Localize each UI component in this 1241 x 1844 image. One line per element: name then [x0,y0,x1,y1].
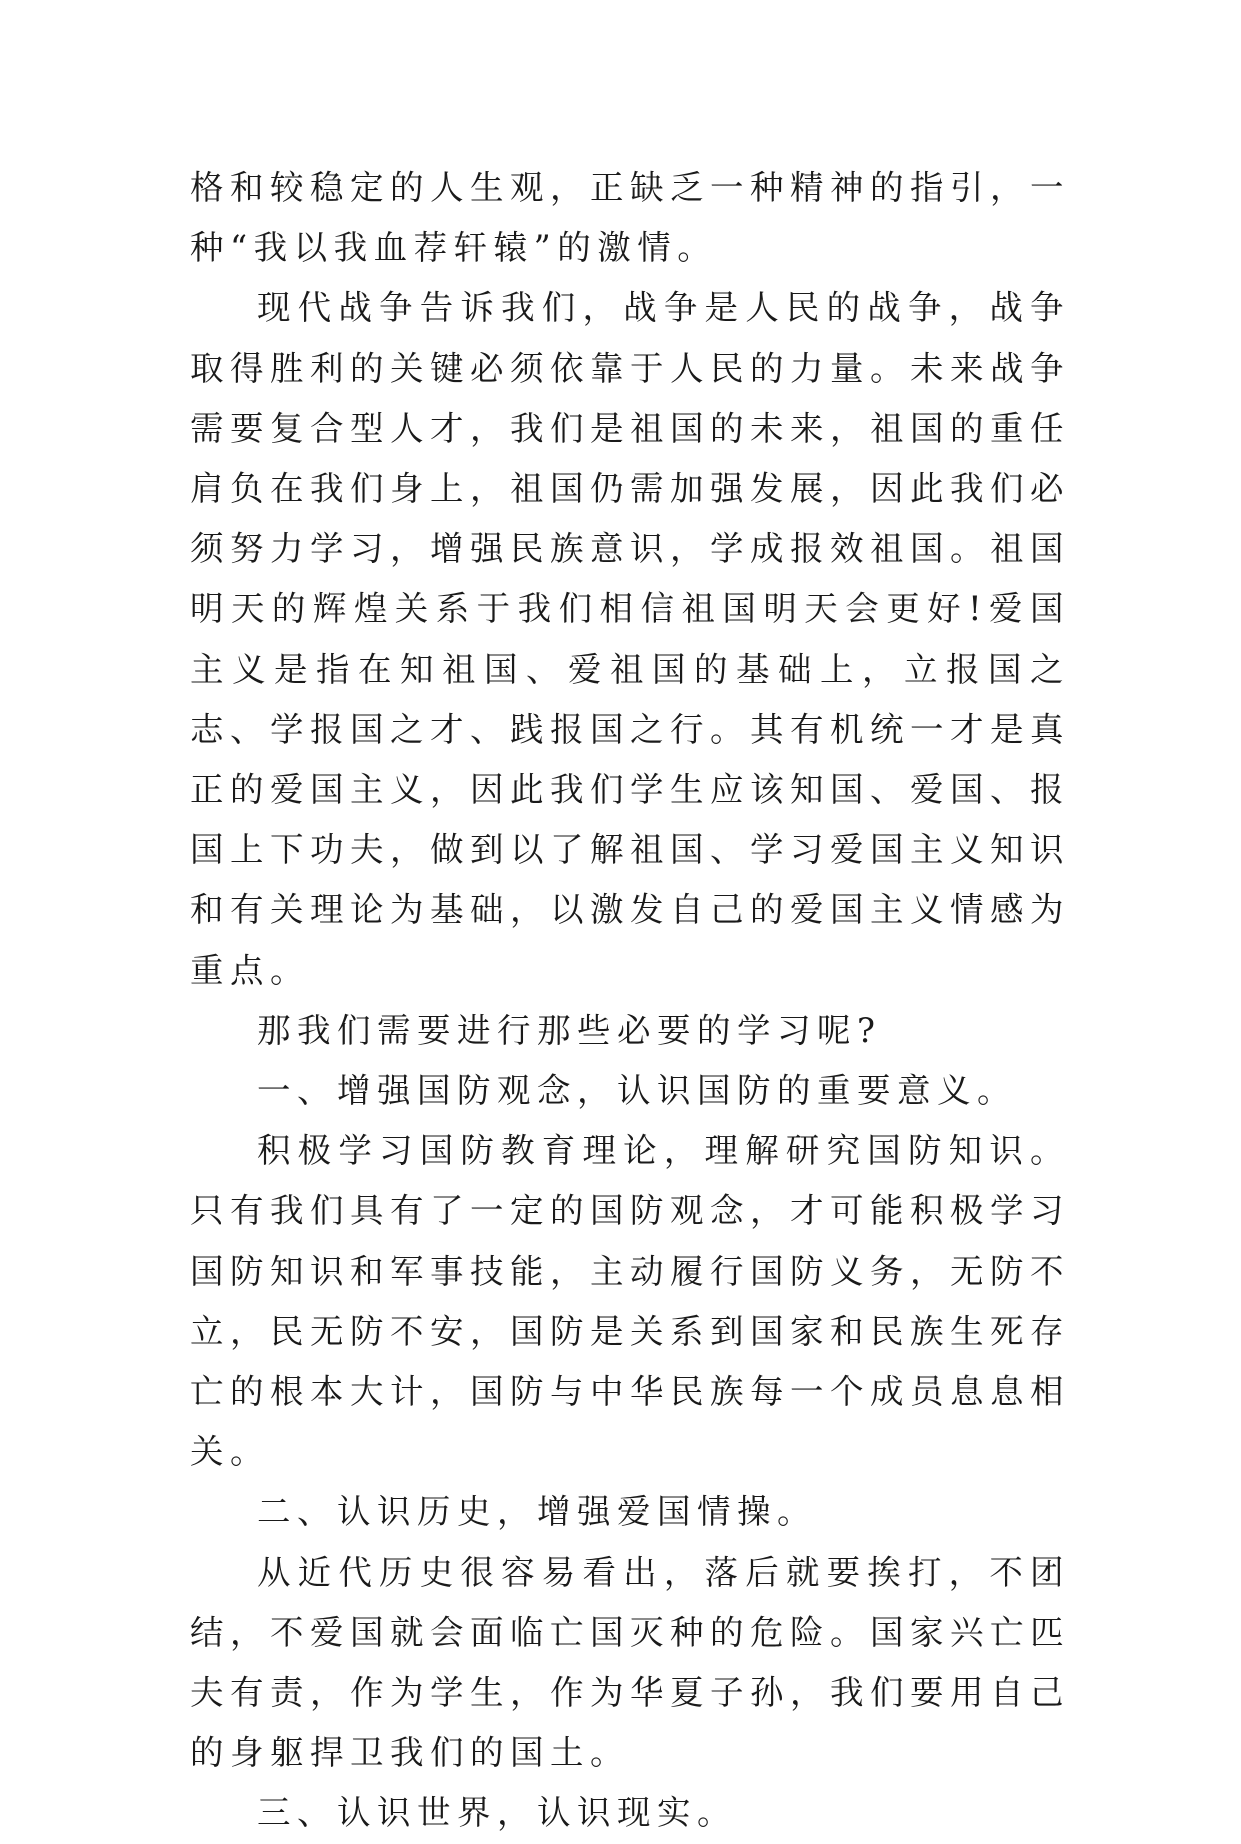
section-heading-2: 二、认识历史，增强爱国情操。 [257,1492,817,1532]
document-body [190,158,1070,1844]
paragraph-4: 积极学习国防教育理论，理解研究国防知识。只有我们具有了一定的国防观念，才可能积极学习国防知识和军事技能，主动履行国防义务，无防不立，民无防不安，国防是关系到国家和民族生死存亡的根本大计，国防与中华民族每一个成员息息相关。 [190,1131,1070,1472]
section-heading-3: 三、认识世界，认识现实。 [257,1793,737,1833]
paragraph-3: 那我们需要进行那些必要的学习呢? [257,1010,882,1050]
paragraph-2: 现代战争告诉我们，战争是人民的战争，战争取得胜利的关键必须依靠于人民的力量。未来战争需要复合型人才，我们是祖国的未来，祖国的重任肩负在我们身上，祖国仍需加强发展，因此我们必须努力学习，增强民族意识，学成报效祖国。祖国明天的辉煌关系于我们相信祖国明天会更好!爱国主义是指在知祖国、爱祖国的基础上，立报国之志、学报国之才、践报国之行。其有机统一才是真正的爱国主义，因此我们学生应该知国、爱国、报国上下功夫，做到以了解祖国、学习爱国主义知识和有关理论为基础，以激发自己的爱国主义情感为重点。 [190,288,1070,990]
paragraph-5: 从近代历史很容易看出，落后就要挨打，不团结，不爱国就会面临亡国灭种的危险。国家兴亡匹夫有责，作为学生，作为华夏子孙，我们要用自己的身躯捍卫我们的国土。 [190,1552,1070,1773]
section-heading-1: 一、增强国防观念，认识国防的重要意义。 [257,1071,1017,1111]
paragraph-1: 格和较稳定的人生观，正缺乏一种精神的指引，一种“我以我血荐轩辕”的激情。 [190,168,1070,268]
